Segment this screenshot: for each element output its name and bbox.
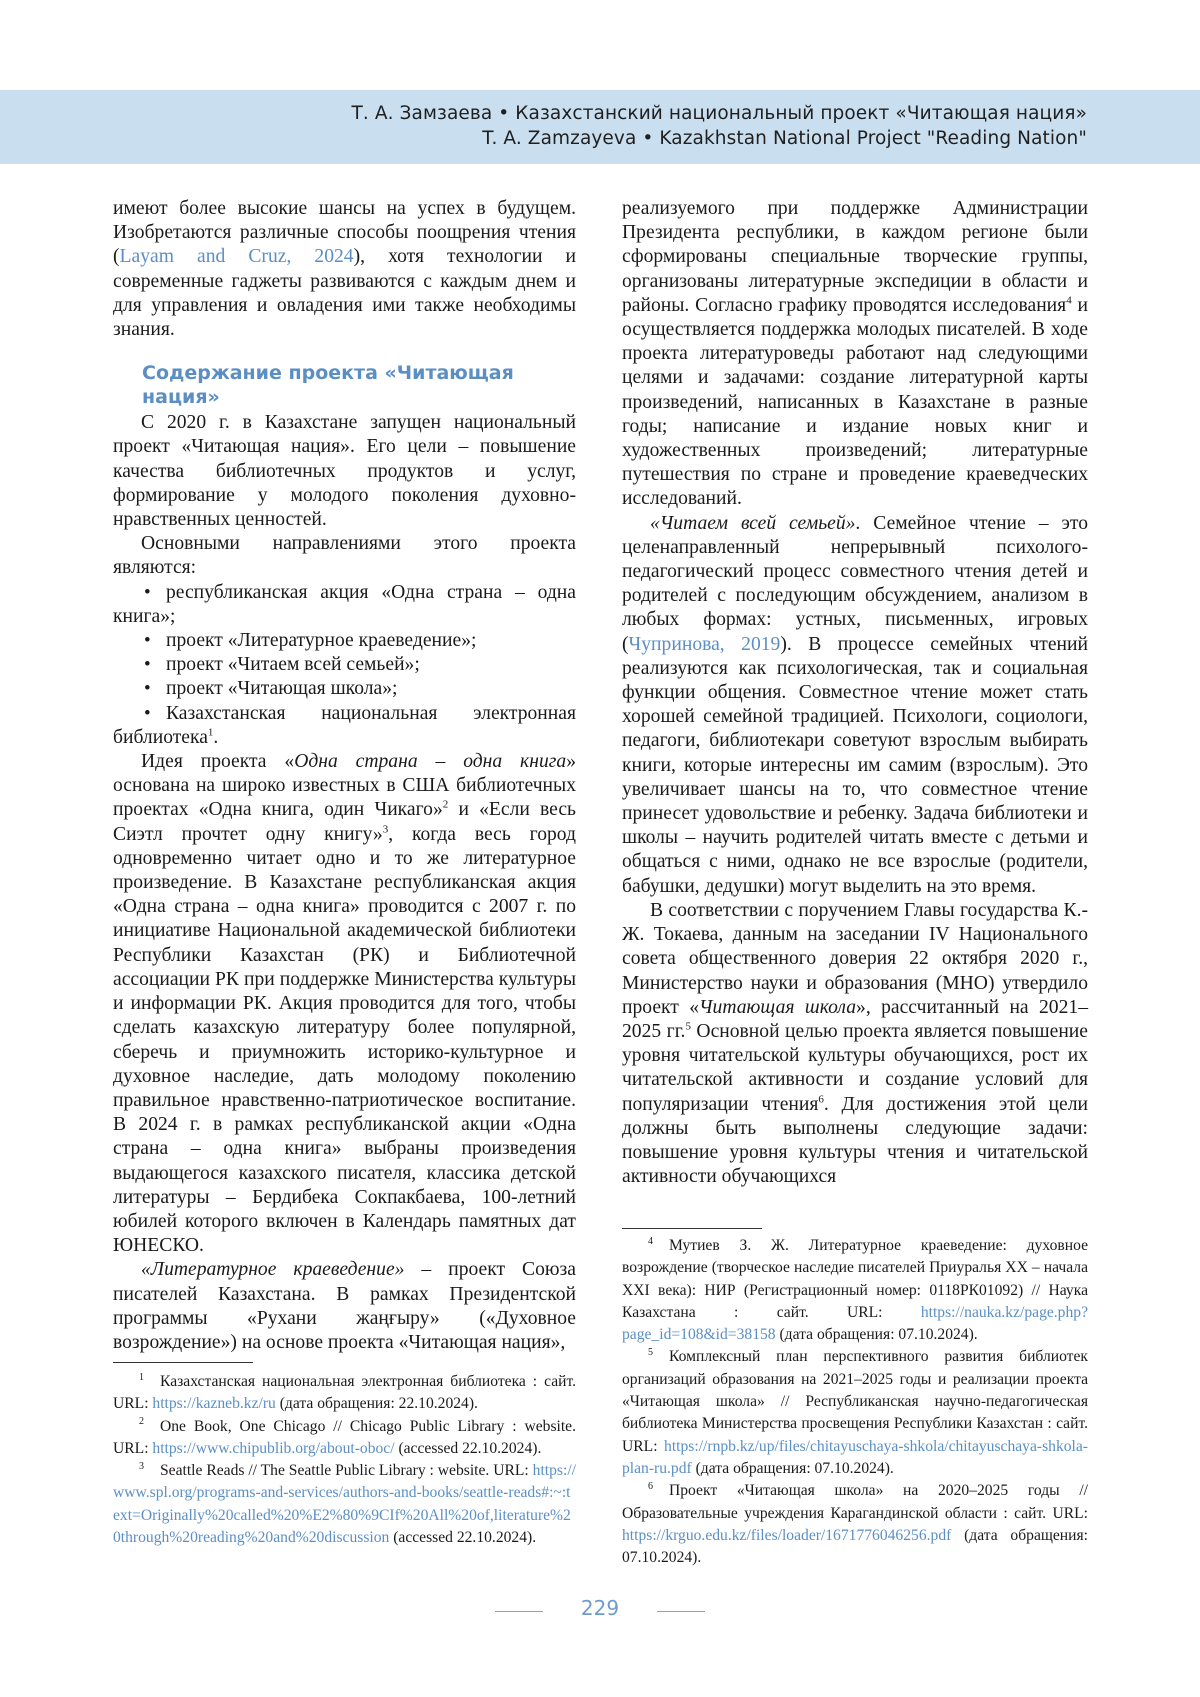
paragraph-school: В соответствии с поручением Главы государства К.-Ж. Токаева, данным на заседании IV Национального совета общественного доверия 22 октября 2020 г., Министерство науки и образования (МНО) утвердило проект «Читающая школа», рассчитанный на 2021–2025 гг.$^5$ Основной целью проекта является повышение уровня читательской культуры обучающихся, рост их читательской активности и создание условий для популяризации чтения$^6$. Для достижения этой цели должны быть выполнены следующие задачи: повышение уровня культуры чтения и читательской активности обучающихся [622, 899, 1088, 1188]
section-heading: Содержание проекта «Читающая нация» [142, 362, 514, 409]
bullet-icon: • [144, 702, 151, 724]
footnotes-left [113, 1371, 576, 1549]
footnote-url[interactable]: https://www.chipublib.org/about-oboc/ [152, 1439, 395, 1457]
footnote-ref[interactable]: 6 [818, 1092, 824, 1105]
paragraph-directions: Основными направлениями этого проекта являются: [113, 533, 576, 579]
footnote-rule [622, 1228, 762, 1229]
citation-link[interactable]: Layam and Cruz, 2024 [119, 246, 354, 268]
footnote-ref[interactable]: 3 [382, 823, 389, 836]
footnote-ref[interactable]: 2 [442, 798, 449, 811]
paragraph-lit: «Литературное краеведение» – проект Союза писателей Казахстана. В рамках Президентской программы «Рухани жаңғыру» («Духовное возрождение») на основе проекта «Читающая нация», [113, 1259, 576, 1353]
footer-rule-right [657, 1611, 705, 1612]
list-item: • проект «Читающая школа»; [113, 677, 576, 701]
running-header-en: T. A. Zamzayeva • Kazakhstan National Project "Reading Nation" [482, 128, 1087, 149]
running-header-ru: Т. А. Замзаева • Казахстанский национальный проект «Читающая нация» [351, 103, 1087, 124]
footnote-ref[interactable]: 1 [207, 726, 214, 739]
bullet-icon: • [144, 678, 151, 700]
left-column [113, 197, 576, 1355]
footnote: $^4$ Мутиев З. Ж. Литературное краеведение: духовное возрождение (творческое наследие писателей Приуралья XX – начала XXI века): НИР (Регистрационный номер: 0118РК01092) // Наука Казахстана : сайт. URL: https://nauka.kz/page.php?page_id=108&id=38158 (дата обращения: 07.10.2024). [622, 1235, 1088, 1344]
bullet-icon: • [144, 654, 151, 676]
list-item: • Казахстанская национальная электронная библиотека$^1$. [113, 702, 576, 748]
right-column [622, 197, 1088, 1189]
paragraph-intro: имеют более высокие шансы на успех в будущем. Изобретаются различные способы поощрения чтения (Layam and Cruz, 2024), хотя технологии и современные гаджеты развиваются с каждым днем и для управления и овладения ими также необходимы знания. [113, 198, 577, 341]
citation-link[interactable]: Чупринова, 2019 [628, 633, 781, 655]
footnote: $^5$ Комплексный план перспективного развития библиотек организаций образования на 2021–2025 годы и реализации проекта «Читающая школа» // Республиканская научно-педагогическая библиотека Министерства просвещения Республики Казахстан : сайт. URL: https://rnpb.kz/up/files/chitayuschaya-shkola/chitayuschaya-shkola-plan-ru.pdf (дата обращения: 07.10.2024). [622, 1347, 1088, 1477]
footnote-ref[interactable]: 5 [685, 1020, 691, 1033]
footnote-rule [113, 1362, 253, 1363]
bullet-icon: • [144, 630, 151, 652]
footer-rule-left [495, 1611, 543, 1612]
footnotes-right [622, 1235, 1088, 1569]
page-number: 229 [580, 1596, 620, 1620]
list-item: • проект «Литературное краеведение»; [113, 629, 576, 653]
directions-list [113, 581, 576, 750]
list-item: • республиканская акция «Одна страна – одна книга»; [113, 581, 576, 627]
footnote: $^3$ Seattle Reads // The Seattle Public Library : website. URL: https://www.spl.org/programs-and-services/authors-and-books/seattle-reads#:~:text=Originally%20called%20%E2%80%9CIf%20All%20of,literature%20through%20reading%20and%20discussion (accessed 22.10.2024). [113, 1461, 576, 1547]
footnote: $^1$ Казахстанская национальная электронная библиотека : сайт. URL: https://kazneb.kz/ru (дата обращения: 22.10.2024). [113, 1371, 576, 1413]
bullet-icon: • [144, 581, 151, 603]
footnote: $^2$ One Book, One Chicago // Chicago Public Library : website. URL: https://www.chipublib.org/about-oboc/ (accessed 22.10.2024). [113, 1416, 576, 1457]
paragraph-idea: Идея проекта «Одна страна – одна книга» основана на широко известных в США библиотечных проектах «Одна книга, один Чикаго»$^2$ и «Если весь Сиэтл прочтет одну книгу»$^3$, когда весь город одновременно читает одно и то же литературное произведение. В Казахстане республиканская акция «Одна страна – одна книга» проводится с 2007 г. по инициативе Национальной академической библиотеки Республики Казахстан (РК) и Библиотечной ассоциации РК при поддержке Министерства культуры и информации РК. Акция проводится для того, чтобы сделать казахскую литературу более популярной, сберечь и приумножить историко-культурное и духовное наследие, дать молодому поколению правильное нравственно-патриотическое воспитание. В 2024 г. в рамках республиканской акции «Одна страна – одна книга» выбраны произведения выдающегося казахского писателя, классика детской литературы – Бердибека Сокпакбаева, 100-летний юбилей которого включен в Календарь памятных дат ЮНЕСКО. [113, 751, 576, 1257]
paragraph-continued: реализуемого при поддержке Администрации Президента республики, в каждом регионе были сформированы специальные творческие группы, организованы литературные экспедиции в области и районы. Согласно графику проводятся исследования$^4$ и осуществляется поддержка молодых писателей. В ходе проекта литературоведы работают над следующими целями и задачами: создание литературной карты произведений, написанных в Казахстане в разные годы; написание и издание новых книг и художественных произведений; литературные путешествия по стране и проведение краеведческих исследований. [622, 198, 1088, 510]
footnote-url[interactable]: https://nauka.kz/page.php?page_id=108&id=38158 [622, 1303, 1088, 1344]
paragraph-family: «Читаем всей семьей». Семейное чтение – это целенаправленный непрерывный психолого-педагогический процесс совместного чтения детей и родителей с последующим обсуждением, анализом в любых формах: устных, письменных, игровых (Чупринова, 2019). В процессе семейных чтений реализуются как психологическая, так и социальная функции общения. Совместное чтение может стать хорошей семейной традицией. Психологи, социологи, педагоги, библиотекари советуют взрослым выбирать книги, которые интересны им самим (взрослым). Это увеличивает шансы на то, что совместное чтение принесет удовольствие и ребенку. Задача библиотеки и школы – научить родителей читать вместе с детьми и общаться с ними, однако не все взрослые (родители, бабушки, дедушки) могут выделить на это время. [622, 512, 1088, 897]
footnote-ref[interactable]: 4 [1066, 294, 1072, 307]
paragraph-2020: С 2020 г. в Казахстане запущен национальный проект «Читающая нация». Его цели – повышение качества библиотечных продуктов и услуг, формирование у молодого поколения духовно-нравственных ценностей. [113, 412, 576, 531]
header-band [0, 90, 1200, 164]
list-item: • проект «Читаем всей семьей»; [113, 653, 576, 677]
footnote-url[interactable]: https://kazneb.kz/ru [152, 1395, 276, 1413]
footnote: $^6$ Проект «Читающая школа» на 2020–2025 годы // Образовательные учреждения Карагандинской области : сайт. URL: https://krguo.edu.kz/files/loader/1671776046256.pdf (дата обращения: 07.10.2024). [622, 1481, 1088, 1567]
footnote-url[interactable]: https://krguo.edu.kz/files/loader/1671776046256.pdf [622, 1526, 952, 1544]
footnote-url[interactable]: https://www.spl.org/programs-and-services/authors-and-books/seattle-reads#:~:text=Originally%20called%20%E2%80%9CIf%20All%20of,literature%20through%20reading%20and%20discussion [113, 1462, 576, 1547]
footnote-url[interactable]: https://rnpb.kz/up/files/chitayuschaya-shkola/chitayuschaya-shkola-plan-ru.pdf [622, 1437, 1088, 1477]
